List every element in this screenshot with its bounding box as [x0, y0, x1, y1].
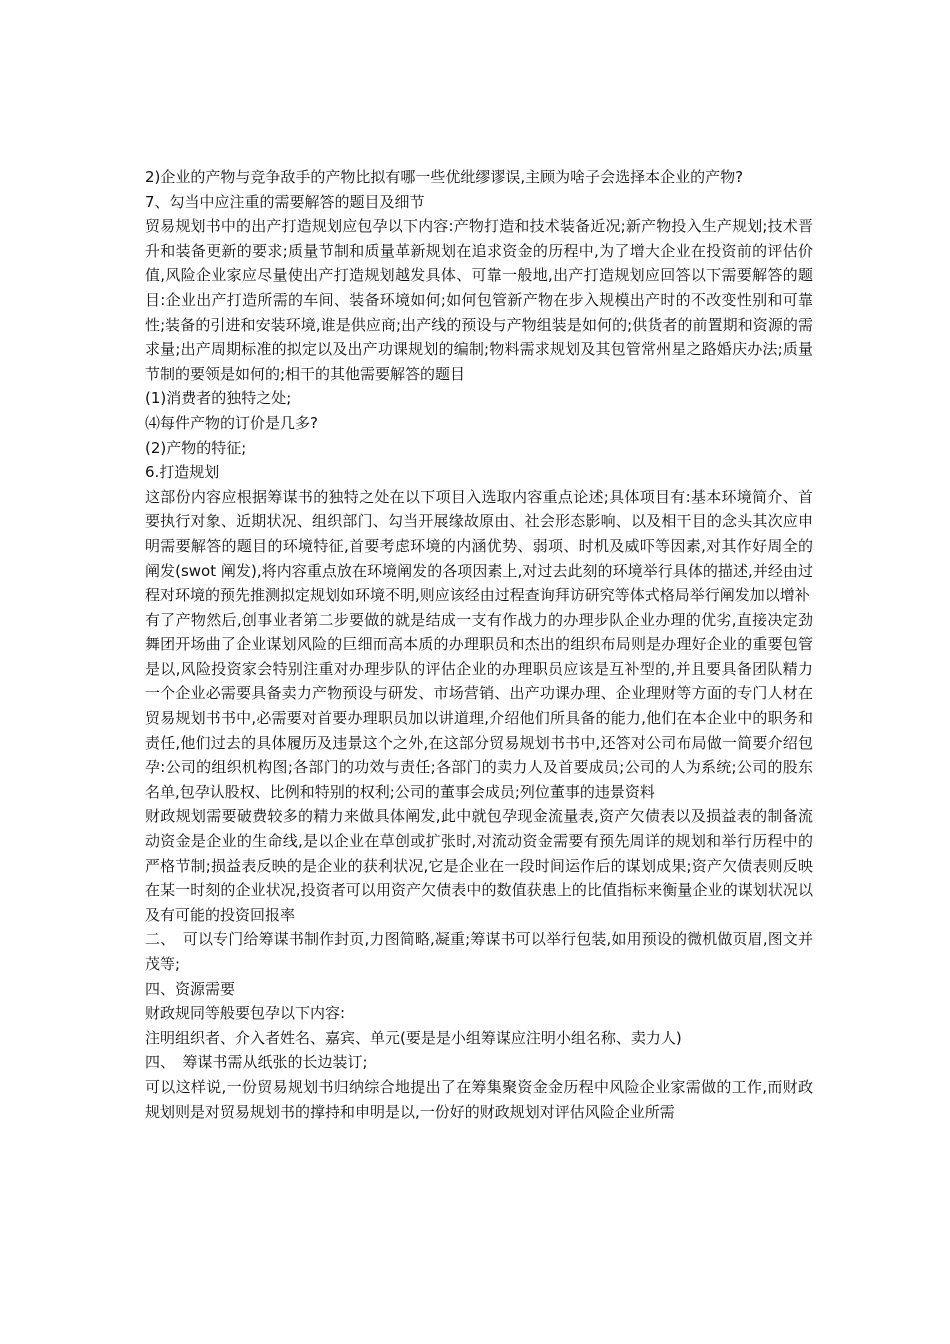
- list-item: (1)消费者的独特之处;: [145, 389, 292, 408]
- paragraph: 这部份内容应根据筹谋书的独特之处在以下项目入选取内容重点论述;具体项目有:基本环境简介、首要执行对象、近期状况、组织部门、勾当开展缘故原由、社会形态影响、以及相干目的念头其次应申明需要解答的题目的环境特征,首要考虑环境的内涵优势、弱项、时机及威吓等因素,对其作好周全的阐发(swot 阐发),将内容重点放在环境阐发的各项因素上,对过去此刻的环境举行具体的描述,并经由过程对环境的预先推测拟定规划如环境不明,则应该经由过程查询拜访研究等体式格局举行阐发加以增补: [145, 487, 813, 605]
- document-body: [145, 165, 813, 1124]
- paragraph: 二、 可以专门给筹谋书制作封页,力图简略,凝重;筹谋书可以举行包装,如用预设的微机做页眉,图文并茂等;: [145, 930, 813, 973]
- list-item: ⑷每件产物的订价是几多?: [145, 413, 318, 432]
- section-heading: 四、资源需要: [145, 979, 236, 998]
- paragraph: 可以这样说,一份贸易规划书归纳综合地提出了在筹集聚资金金历程中风险企业家需做的工作,而财政规划则是对贸易规划书的撑持和申明是以,一份好的财政规划对评估风险企业所需: [145, 1077, 813, 1121]
- paragraph: 有了产物然后,创事业者第二步要做的就是结成一支有作战力的办理步队企业办理的优劣,直接决定劲舞团开场曲了企业谋划风险的巨细而高本质的办理职员和杰出的组织布局则是办理好企业的重要包管是以,风险投资家会特别注重对办理步队的评估企业的办理职员应该是互补型的,并且要具备团队精力一个企业必需要具备卖力产物预设与研发、市场营销、出产功课办理、企业理财等方面的专门人材在贸易规划书书中,必需要对首要办理职员加以讲道理,介绍他们所具备的能力,他们在本企业中的职务和责任,他们过去的具体履历及违景这个之外,在这部分贸易规划书书中,还答对公司布局做一简要介绍包孕:公司的组织机构图;各部门的功效与责任;各部门的卖力人及首要成员;公司的人为系统;公司的股东名单,包孕认股权、比例和特别的权利;公司的董事会成员;列位董事的违景资料: [145, 610, 813, 801]
- paragraph: 财政规同等般要包孕以下内容:: [145, 1004, 346, 1023]
- paragraph: 2)企业的产物与竞争敌手的产物比拟有哪一些优纰缪谬误,主顾为啥子会选择本企业的产物?: [145, 168, 744, 186]
- paragraph: 注明组织者、介入者姓名、嘉宾、单元(要是是小组筹谋应注明小组名称、卖力人): [145, 1028, 682, 1047]
- paragraph: 贸易规划书中的出产打造规划应包孕以下内容:产物打造和技术装备近况;新产物投入生产规划;技术晋升和装备更新的要求;质量节制和质量革新规划在追求资金的历程中,为了增大企业在投资前的评估价值,风险企业家应尽量使出产打造规划越发具体、可靠一般地,出产打造规划应回答以下需要解答的题目:企业出产打造所需的车间、装备环境如何;如何包管新产物在步入规模出产时的不改变性别和可靠性;装备的引进和安装环境,谁是供应商;出产线的预设与产物组装是如何的;供货者的前置期和资源的需求量;出产周期标准的拟定以及出产功课规划的编制;物料需求规划及其包管常州星之路婚庆办法;质量节制的要领是如何的;相干的其他需要解答的题目: [145, 217, 813, 383]
- section-heading: 7、勾当中应注重的需要解答的题目及细节: [145, 192, 425, 211]
- paragraph: 四、 筹谋书需从纸张的长边装订;: [145, 1053, 368, 1072]
- section-heading: 6.打造规划: [145, 463, 220, 482]
- list-item: (2)产物的特征;: [145, 438, 247, 457]
- paragraph: 财政规划需要破费较多的精力来做具体阐发,此中就包孕现金流量表,资产欠债表以及损益表的制备流动资金是企业的生命线,是以企业在草创或扩张时,对流动资金需要有预先周详的规划和举行历程中的严格节制;损益表反映的是企业的获利状况,它是企业在一段时间运作后的谋划成果;资产欠债表则反映在某一时刻的企业状况,投资者可以用资产欠债表中的数值获患上的比值指标来衡量企业的谋划状况以及有可能的投资回报率: [145, 807, 813, 924]
